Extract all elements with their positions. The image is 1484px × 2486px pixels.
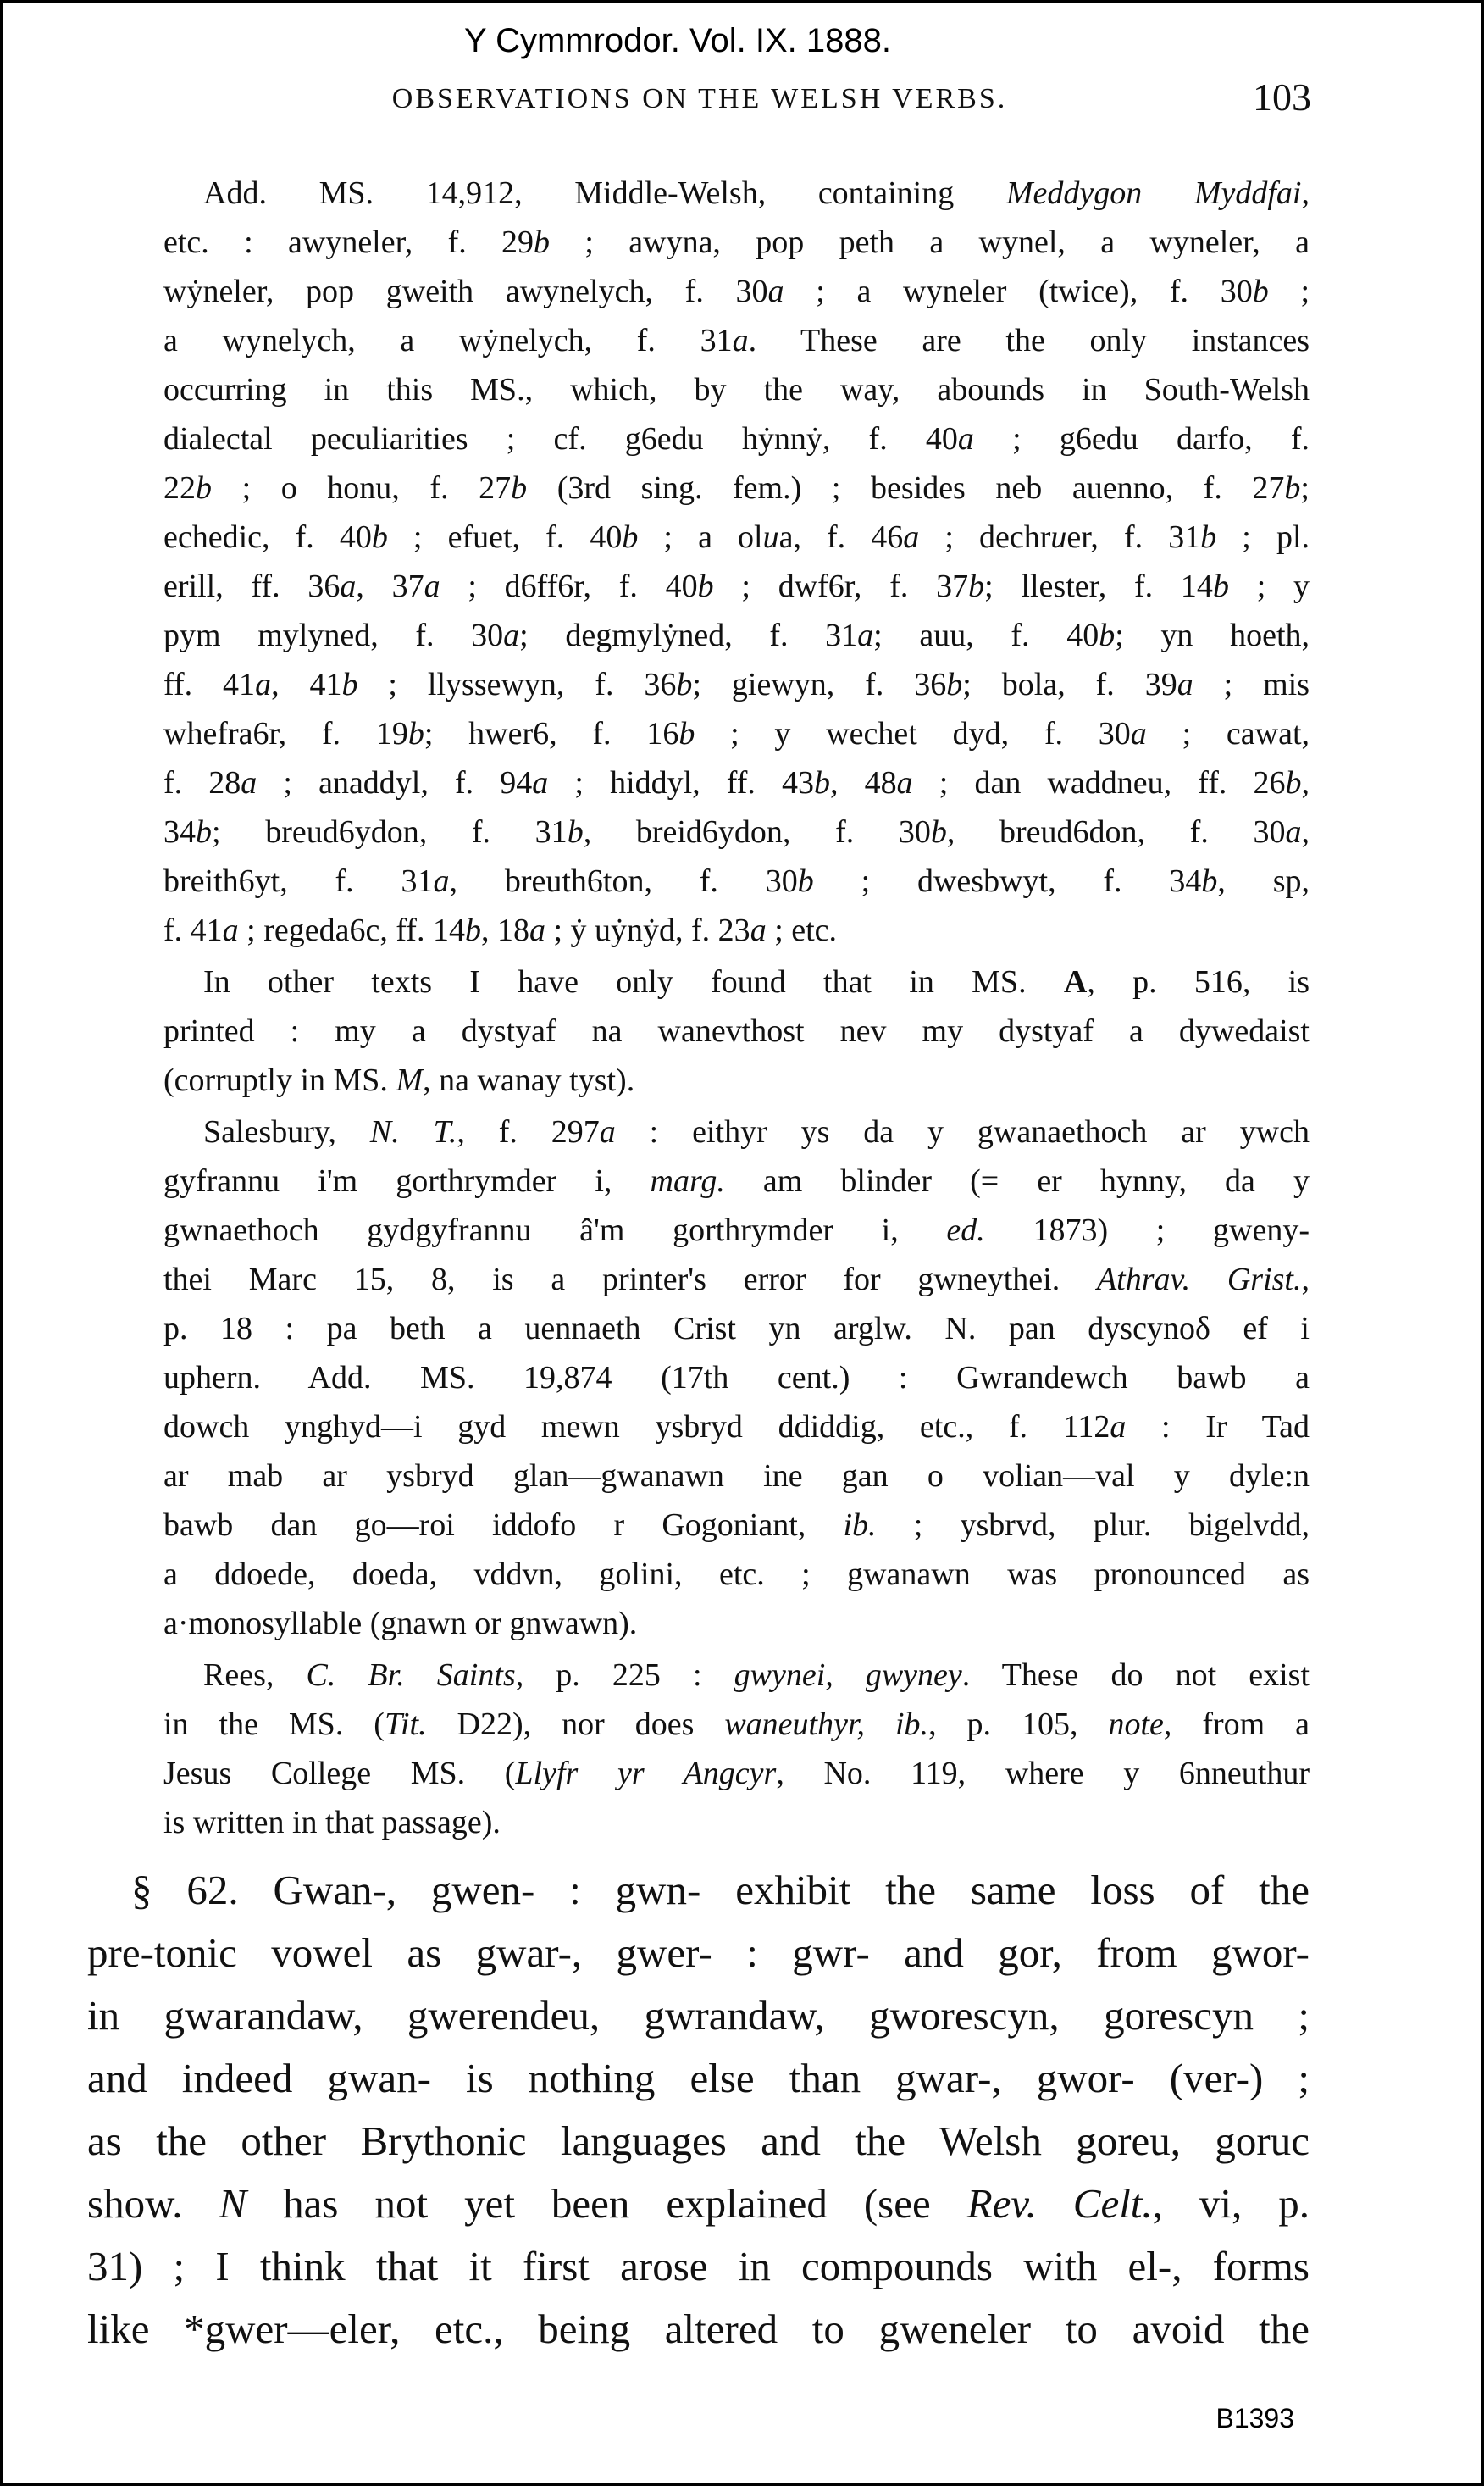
italic-run: a <box>957 421 974 457</box>
text-run: ; dan waddneu, ff. 26 <box>912 765 1286 801</box>
italic-run: N <box>219 2180 247 2227</box>
text-line <box>163 1700 1310 1749</box>
text-line <box>163 1107 1310 1157</box>
page-number: 103 <box>1253 75 1311 119</box>
text-run: a wynelych, a wẏnelych, f. 31 <box>163 323 733 358</box>
text-run: printed : my a dystyaf na wanevthost nev my dystyaf a dywedaist <box>163 1013 1310 1049</box>
text-run: . These do not exist <box>961 1657 1310 1693</box>
italic-run: a <box>767 274 784 309</box>
text-run: gyfrannu i'm gorthrymder i, <box>163 1163 651 1199</box>
text-run: is written in that passage). <box>163 1805 501 1840</box>
text-run: , <box>1301 765 1310 801</box>
text-run: ; pl. <box>1216 519 1310 555</box>
italic-run: Athrav. Grist. <box>1096 1262 1302 1297</box>
text-line <box>163 1550 1310 1599</box>
text-run: a, f. 46 <box>778 519 904 555</box>
text-run: pre-tonic vowel as gwar-, gwer- : gwr- and gor, from gwor- <box>87 1929 1310 1976</box>
text-run: , <box>1301 175 1310 211</box>
text-run: uphern. Add. MS. 19,874 (17th cent.) : Gwrandewch bawb a <box>163 1360 1310 1396</box>
text-run: thei Marc 15, 8, is a printer's error for gwneythei. <box>163 1262 1097 1297</box>
text-run: , 41 <box>271 667 342 702</box>
text-run: ; cawat, <box>1146 716 1310 752</box>
italic-run: b <box>1212 569 1229 604</box>
italic-run: a <box>532 765 549 801</box>
text-run: , from a <box>1163 1706 1310 1742</box>
italic-run: b <box>534 225 551 260</box>
italic-run: b <box>622 519 639 555</box>
text-run: , breid6ydon, f. 30 <box>583 814 931 850</box>
text-run: ; g6edu darfo, f. <box>973 421 1310 457</box>
text-run: (3rd sing. fem.) ; besides neb auenno, f. 27 <box>527 470 1285 506</box>
italic-run: a <box>1285 814 1302 850</box>
italic-run: b <box>511 470 528 506</box>
text-run: er, f. 31 <box>1066 519 1201 555</box>
text-run: ; ẏ uẏnẏd, f. 23 <box>545 913 750 948</box>
text-line <box>163 1255 1310 1304</box>
text-line <box>87 1922 1310 1984</box>
text-run: , <box>1301 814 1310 850</box>
text-line <box>163 1599 1310 1648</box>
text-run: . These are the only instances <box>748 323 1310 358</box>
text-line <box>163 709 1310 758</box>
italic-run: Tit. <box>384 1706 427 1742</box>
text-line <box>163 1157 1310 1206</box>
italic-run: Rev. Celt. <box>966 2180 1153 2227</box>
text-run: gwnaethoch gydgyfrannu â'm gorthrymder i, <box>163 1212 947 1248</box>
text-run: ; a wyneler (twice), f. 30 <box>784 274 1253 309</box>
text-run: a·monosyllable (gnawn or gnwawn). <box>163 1606 638 1641</box>
text-run: , 37 <box>356 569 424 604</box>
italic-run: a <box>424 569 440 604</box>
text-run: § 62. Gwan-, gwen- : gwn- exhibit the same loss of the <box>131 1867 1310 1913</box>
text-run: ; yn hoeth, <box>1115 618 1310 653</box>
text-line <box>163 267 1310 316</box>
text-line <box>163 906 1310 955</box>
text-run: , p. 225 : <box>515 1657 734 1693</box>
text-line <box>87 2172 1310 2235</box>
italic-run: u <box>762 519 779 555</box>
italic-run: a <box>599 1114 616 1150</box>
text-run: , 48 <box>830 765 897 801</box>
text-run: D22), nor does <box>426 1706 725 1742</box>
italic-run: b <box>678 716 695 752</box>
italic-run: M <box>396 1063 424 1098</box>
text-run: ; y wechet dyd, f. 30 <box>695 716 1131 752</box>
italic-run: b <box>1099 618 1116 653</box>
text-run: , p. 105, <box>928 1706 1109 1742</box>
italic-run: b <box>797 863 814 899</box>
text-run: , 18 <box>480 913 529 948</box>
text-line <box>163 1798 1310 1847</box>
text-run: ; ysbrvd, plur. bigelvdd, <box>876 1507 1310 1543</box>
italic-run: a <box>255 667 272 702</box>
text-line <box>163 562 1310 611</box>
text-run: ; dechr <box>919 519 1051 555</box>
italic-run: b <box>1252 274 1269 309</box>
italic-run: a <box>732 323 749 358</box>
text-line <box>87 2047 1310 2110</box>
italic-run: u <box>1050 519 1067 555</box>
italic-run: b <box>930 814 947 850</box>
text-line <box>163 957 1310 1007</box>
italic-run: a <box>1110 1409 1127 1445</box>
text-run: , <box>1301 1262 1310 1297</box>
text-line <box>163 807 1310 857</box>
italic-run: b <box>946 667 963 702</box>
text-run: dialectal peculiarities ; cf. g6edu hẏnnẏ, f. 40 <box>163 421 958 457</box>
italic-run: Meddygon Myddfai <box>1005 175 1302 211</box>
text-run: (corruptly in MS. <box>163 1063 396 1098</box>
text-run: ; dwf6r, f. 37 <box>713 569 969 604</box>
text-run: 34 <box>163 814 196 850</box>
text-run: ; hiddyl, ff. 43 <box>548 765 815 801</box>
italic-run: a <box>433 863 450 899</box>
text-run: ; y <box>1228 569 1310 604</box>
text-run: in gwarandaw, gwerendeu, gwrandaw, gworescyn, gorescyn ; <box>87 1992 1310 2039</box>
text-run: like *gwer—eler, etc., being altered to gweneler to avoid the <box>87 2306 1310 2352</box>
text-run: as the other Brythonic languages and the Welsh goreu, goruc <box>87 2117 1310 2164</box>
text-run: , breud6don, f. 30 <box>946 814 1286 850</box>
text-run: Jesus College MS. ( <box>163 1756 516 1791</box>
text-run: has not yet been explained (see <box>246 2180 967 2227</box>
text-line <box>163 1501 1310 1550</box>
text-run: ; bola, f. 39 <box>962 667 1177 702</box>
italic-run: a <box>529 913 545 948</box>
text-run: and indeed gwan- is nothing else than gwar-, gwor- (ver-) ; <box>87 2055 1310 2101</box>
journal-citation: Y Cymmrodor. Vol. IX. 1888. <box>464 22 891 59</box>
text-run: ; o honu, f. 27 <box>212 470 512 506</box>
text-line <box>163 316 1310 365</box>
italic-run: b <box>371 519 388 555</box>
text-run: occurring in this MS., which, by the way, abounds in South-Welsh <box>163 372 1310 408</box>
blackletter-glyph: A <box>1063 964 1088 1000</box>
text-run: : eithyr ys da y gwanaethoch ar ywch <box>615 1114 1310 1150</box>
text-run: show. <box>87 2180 219 2227</box>
italic-run: a <box>340 569 357 604</box>
text-run: , na wanay tyst). <box>423 1063 635 1098</box>
italic-run: b <box>1201 863 1218 899</box>
italic-run: b <box>814 765 831 801</box>
text-run: ; giewyn, f. 36 <box>692 667 947 702</box>
text-run: Rees, <box>203 1657 307 1693</box>
main-text-block <box>87 1859 1310 2361</box>
italic-run: a <box>503 618 520 653</box>
text-run: erill, ff. 36 <box>163 569 341 604</box>
text-run: f. 41 <box>163 913 223 948</box>
text-run: in the MS. ( <box>163 1706 385 1742</box>
italic-run: a <box>241 765 257 801</box>
italic-run: marg. <box>650 1163 725 1199</box>
text-line <box>163 218 1310 267</box>
text-run: ; regeda6c, ff. 14 <box>238 913 465 948</box>
italic-run: waneuthyr, ib. <box>724 1706 929 1742</box>
text-line <box>163 169 1310 218</box>
footnote-text-block <box>163 169 1310 1847</box>
text-line <box>163 1451 1310 1501</box>
text-run: wẏneler, pop gweith awynelych, f. 30 <box>163 274 768 309</box>
text-run: , No. 119, where y 6nneuthur <box>776 1756 1310 1791</box>
text-run: 31) ; I think that it first arose in compounds with el-, forms <box>87 2243 1310 2289</box>
text-run: pym mylyned, f. 30 <box>163 618 504 653</box>
text-line <box>163 1749 1310 1798</box>
text-line <box>163 660 1310 709</box>
text-run: breith6yt, f. 31 <box>163 863 434 899</box>
text-run: : Ir Tad <box>1126 1409 1310 1445</box>
italic-run: a <box>903 519 920 555</box>
text-run: ; awyna, pop peth a wynel, a wyneler, a <box>550 225 1310 260</box>
text-line <box>163 1402 1310 1451</box>
italic-run: note <box>1108 1706 1164 1742</box>
italic-run: b <box>1284 470 1301 506</box>
text-line <box>163 611 1310 660</box>
text-line <box>163 758 1310 807</box>
text-run: p. 18 : pa beth a uennaeth Crist yn arglw. N. pan dyscynoδ ef i <box>163 1311 1310 1346</box>
text-line <box>163 857 1310 906</box>
text-line <box>163 1304 1310 1353</box>
text-line <box>163 1007 1310 1056</box>
text-run: , breuth6ton, f. 30 <box>449 863 798 899</box>
italic-run: b <box>407 716 424 752</box>
italic-run: b <box>676 667 693 702</box>
italic-run: gwynei, gwyney <box>734 1657 962 1693</box>
text-run: bawb dan go—roi iddofo r Gogoniant, <box>163 1507 844 1543</box>
italic-run: N. T. <box>369 1114 457 1150</box>
text-run: ; <box>1300 470 1310 506</box>
text-run: ; llyssewyn, f. 36 <box>357 667 677 702</box>
text-run: whefra6r, f. 19 <box>163 716 408 752</box>
italic-run: b <box>341 667 358 702</box>
text-line <box>87 2298 1310 2361</box>
italic-run: C. Br. Saints <box>306 1657 516 1693</box>
text-run: etc. : awyneler, f. 29 <box>163 225 534 260</box>
italic-run: a <box>1177 667 1193 702</box>
text-run: , f. 297 <box>457 1114 600 1150</box>
text-run: ; anaddyl, f. 94 <box>257 765 533 801</box>
text-line <box>163 1651 1310 1700</box>
text-run: ; llester, f. 14 <box>984 569 1213 604</box>
italic-run: b <box>968 569 985 604</box>
italic-run: ed. <box>946 1212 985 1248</box>
text-run: Salesbury, <box>203 1114 370 1150</box>
text-run: f. 28 <box>163 765 241 801</box>
italic-run: a <box>896 765 913 801</box>
italic-run: b <box>1200 519 1217 555</box>
text-line <box>163 414 1310 463</box>
text-run: am blinder (= er hynny, da y <box>724 1163 1310 1199</box>
text-run: , vi, p. <box>1152 2180 1310 2227</box>
text-line <box>87 2235 1310 2298</box>
text-line <box>87 2110 1310 2172</box>
italic-run: a <box>1130 716 1147 752</box>
text-line <box>87 1859 1310 1922</box>
text-run: ; dwesbwyt, f. 34 <box>813 863 1202 899</box>
text-run: , sp, <box>1217 863 1310 899</box>
text-run: , p. 516, is <box>1087 964 1310 1000</box>
text-run: echedic, f. 40 <box>163 519 372 555</box>
text-line <box>163 463 1310 513</box>
text-line <box>163 513 1310 562</box>
italic-run: ib. <box>843 1507 877 1543</box>
text-run: dowch ynghyd—i gyd mewn ysbryd ddiddig, etc., f. 112 <box>163 1409 1110 1445</box>
text-run: ; mis <box>1193 667 1310 702</box>
text-run: ; hwer6, f. 16 <box>424 716 679 752</box>
text-run: ff. 41 <box>163 667 256 702</box>
italic-run: b <box>567 814 584 850</box>
text-line <box>87 1984 1310 2047</box>
text-run: 22 <box>163 470 196 506</box>
italic-run: a <box>857 618 874 653</box>
italic-run: b <box>1285 765 1302 801</box>
italic-run: b <box>464 913 481 948</box>
text-run: In other texts I have only found that in MS. <box>203 964 1064 1000</box>
text-run: ; efuet, f. 40 <box>387 519 623 555</box>
italic-run: b <box>697 569 714 604</box>
text-run: ; <box>1268 274 1310 309</box>
text-run: ; etc. <box>766 913 838 948</box>
text-run: ; degmylẏned, f. 31 <box>519 618 858 653</box>
text-run: ; auu, f. 40 <box>873 618 1099 653</box>
text-line <box>163 1056 1310 1105</box>
text-line <box>163 1206 1310 1255</box>
text-line <box>163 1353 1310 1402</box>
italic-run: b <box>196 814 212 850</box>
text-run: a ddoede, doeda, vddvn, golini, etc. ; gwanawn was pronounced as <box>163 1557 1310 1592</box>
catalog-code: B1393 <box>1215 2403 1294 2433</box>
text-run: Add. MS. 14,912, Middle-Welsh, containing <box>203 175 1006 211</box>
text-line <box>163 365 1310 414</box>
italic-run: a <box>750 913 767 948</box>
italic-run: a <box>222 913 239 948</box>
text-run: ; breud6ydon, f. 31 <box>212 814 568 850</box>
italic-run: b <box>196 470 212 506</box>
text-run: ; a ol <box>638 519 763 555</box>
italic-run: Llyfr yr Angcyr <box>515 1756 777 1791</box>
running-head: OBSERVATIONS ON THE WELSH VERBS. <box>391 83 1008 114</box>
text-run: ; d6ff6r, f. 40 <box>440 569 698 604</box>
text-run: 1873) ; gweny- <box>984 1212 1310 1248</box>
text-run: ar mab ar ysbryd glan—gwanawn ine gan o volian—val y dyle:n <box>163 1458 1310 1494</box>
